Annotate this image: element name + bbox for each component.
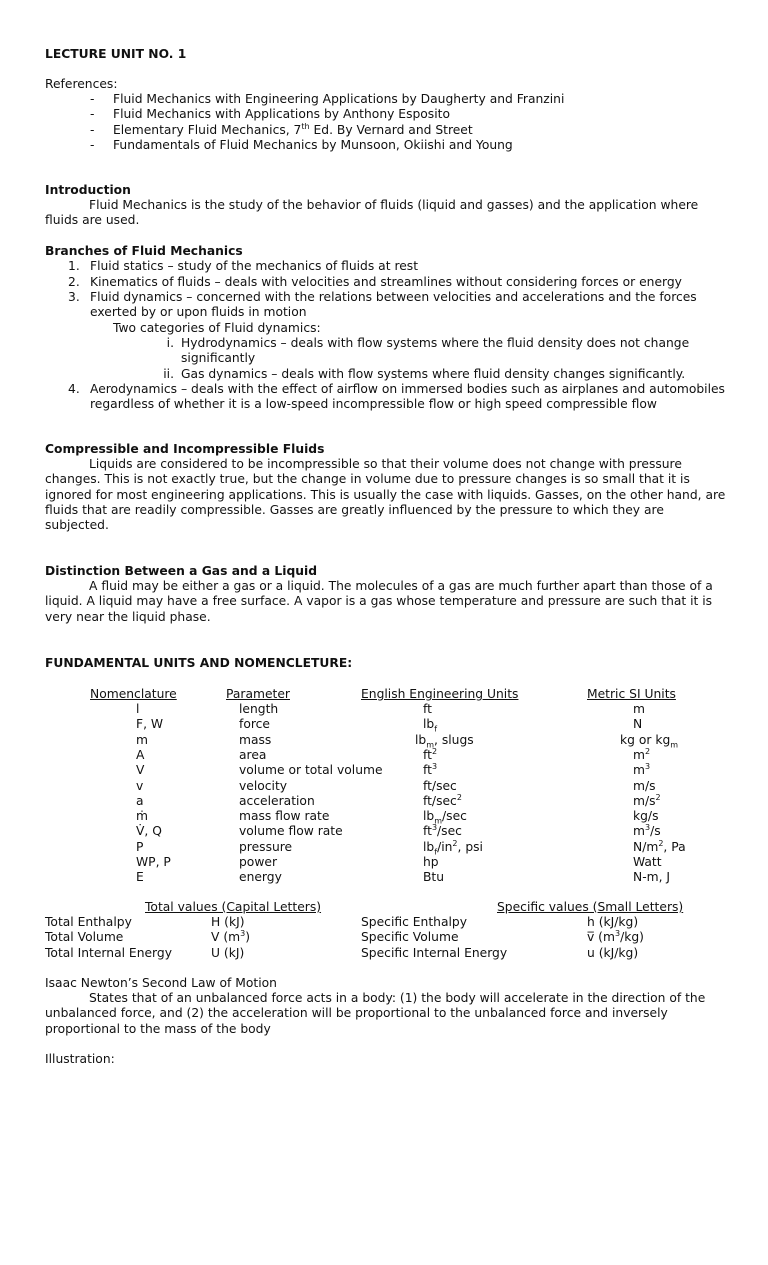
unit-english: ft/sec <box>423 778 457 793</box>
header-parameter: Parameter <box>226 687 290 701</box>
unit-english: $ft^2$ <box>423 746 438 762</box>
branch-number: 1. <box>68 259 80 273</box>
header-metric-units: Metric SI Units <box>587 687 676 701</box>
specific-value-name: Specific Enthalpy <box>361 915 467 929</box>
reference-dash: - <box>90 137 95 152</box>
sub-branch-number: i. <box>166 336 174 350</box>
sub-branch-number: ii. <box>163 366 174 381</box>
total-value-name: Total Internal Energy <box>45 945 172 960</box>
distinction-heading: Distinction Between a Gas and a Liquid <box>45 564 318 578</box>
introduction-heading: Introduction <box>45 183 131 197</box>
unit-parameter: energy <box>239 870 282 885</box>
unit-metric: $m^3/s$ <box>633 823 661 839</box>
branches-heading: Branches of Fluid Mechanics <box>45 244 243 258</box>
specific-value-name: Specific Volume <box>361 930 459 945</box>
reference-text: Fluid Mechanics with Engineering Applications by Daugherty and Franzini <box>113 92 565 106</box>
unit-parameter: length <box>239 702 279 716</box>
reference-dash: - <box>90 107 95 122</box>
unit-metric: kg or $kg_m$ <box>620 732 679 750</box>
specific-values-header: Specific values (Small Letters) <box>497 900 684 914</box>
unit-english: $lb_m$, slugs <box>415 732 474 750</box>
reference-item <box>113 123 473 138</box>
unit-parameter: pressure <box>239 839 293 854</box>
unit-nomenclature: F, W <box>136 717 164 732</box>
reference-item <box>113 92 564 107</box>
unit-metric: $m/s^2$ <box>633 792 661 808</box>
unit-metric: $m^3$ <box>633 762 651 778</box>
unit-english: $lb_f/in^2$, psi <box>423 838 483 857</box>
unit-parameter: power <box>239 855 278 869</box>
unit-nomenclature: v <box>136 778 144 793</box>
unit-parameter: mass flow rate <box>239 809 330 824</box>
branch-number: 4. <box>68 381 80 396</box>
unit-parameter: area <box>239 747 267 762</box>
unit-nomenclature: l <box>136 702 140 716</box>
unit-nomenclature: a <box>136 793 144 808</box>
unit-metric: $N/m^2$, Pa <box>633 838 686 854</box>
reference-item <box>113 138 513 153</box>
unit-nomenclature: A <box>136 747 145 762</box>
unit-parameter: force <box>239 717 270 732</box>
specific-value-symbol: u (kJ/kg) <box>587 945 639 960</box>
header-nomenclature: Nomenclature <box>90 687 177 701</box>
branch-number: 2. <box>68 274 80 289</box>
total-value-symbol: U (kJ) <box>211 945 245 960</box>
branch-text: Fluid statics – study of the mechanics of fluids at rest <box>90 259 419 273</box>
compressible-text: Liquids are considered to be incompressible so that their volume does not change with pressure changes. This is not exactly true, but the change in volume due to pressure changes is so small that it is ignored for most engineering applications. This is usually the case with liquids. Gasses, on the other hand, are fluids that are readily compressible. Gasses are greatly influenced by the pressure to which they are subjected. <box>45 457 726 533</box>
unit-parameter: velocity <box>239 778 288 793</box>
reference-item <box>113 107 450 122</box>
unit-english: $ft/\sec^2$ <box>423 792 462 808</box>
illustration-label: Illustration: <box>45 1052 115 1066</box>
reference-dash: - <box>90 92 95 106</box>
units-heading: FUNDAMENTAL UNITS AND NOMENCLETURE: <box>45 656 353 670</box>
distinction-text: A fluid may be either a gas or a liquid. The molecules of a gas are much further apart than those of a liquid. A liquid may have a free surface. A vapor is a gas whose temperature and pressure are such that it is very near the liquid phase. <box>45 579 713 624</box>
total-value-symbol: H (kJ) <box>211 915 245 929</box>
total-value-name: Total Enthalpy <box>45 915 132 929</box>
unit-parameter: volume or total volume <box>239 763 383 778</box>
unit-parameter: mass <box>239 732 272 747</box>
newton-text: States that of an unbalanced force acts in a body: (1) the body will accelerate in the direction of the unbalanced force, and (2) the acceleration will be proportional to the unbalanced force and inversely proportional to the mass of the body <box>45 991 706 1036</box>
sub-branch-text: Hydrodynamics – deals with flow systems where the fluid density does not change significantly <box>181 336 690 366</box>
sub-branch-text: Gas dynamics – deals with flow systems where fluid density changes significantly. <box>181 366 686 381</box>
introduction-text: Fluid Mechanics is the study of the behavior of fluids (liquid and gasses) and the application where fluids are used. <box>45 198 699 228</box>
references-label: References: <box>45 77 118 91</box>
unit-parameter: volume flow rate <box>239 824 343 839</box>
reference-text: Fluid Mechanics with Applications by Anthony Esposito <box>113 107 450 122</box>
unit-nomenclature: V <box>136 763 145 778</box>
branch-number: 3. <box>68 290 80 304</box>
branch-text: Kinematics of fluids – deals with velocities and streamlines without considering forces or energy <box>90 274 682 289</box>
unit-english: hp <box>423 855 439 869</box>
unit-nomenclature: ṁ <box>136 809 148 824</box>
unit-english: $ft^3/\sec$ <box>423 823 462 839</box>
total-value-symbol: V $(m^3)$ <box>211 929 251 945</box>
unit-english: $lb_m/\sec$ <box>423 809 467 826</box>
fluid-dynamics-categories: Two categories of Fluid dynamics: <box>113 320 321 335</box>
reference-text: Elementary Fluid Mechanics, 7 <box>113 122 302 137</box>
page-title: LECTURE UNIT NO. 1 <box>45 47 187 61</box>
newton-heading: Isaac Newton’s Second Law of Motion <box>45 976 277 990</box>
reference-dash: - <box>90 122 95 137</box>
header-english-units: English Engineering Units <box>361 687 519 701</box>
unit-english: $lb_f$ <box>423 717 438 734</box>
unit-english: ft <box>423 702 432 716</box>
specific-value-symbol: h (kJ/kg) <box>587 915 639 929</box>
reference-text: Fundamentals of Fluid Mechanics by Munsoon, Okiishi and Young <box>113 137 513 152</box>
unit-english: Btu <box>423 870 445 885</box>
unit-metric: Watt <box>633 855 662 869</box>
specific-value-name: Specific Internal Energy <box>361 945 508 960</box>
unit-metric: kg/s <box>633 809 659 824</box>
unit-nomenclature: m <box>136 732 148 747</box>
reference-text: Ed. By Vernard and Street <box>309 122 473 137</box>
unit-metric: N <box>633 717 643 732</box>
total-values-header: Total values (Capital Letters) <box>145 900 322 914</box>
unit-parameter: acceleration <box>239 793 315 808</box>
unit-metric: m/s <box>633 778 656 793</box>
branch-text: Fluid dynamics – concerned with the relations between velocities and accelerations and the forces exerted by or upon fluids in motion <box>90 290 697 320</box>
branch-text: Aerodynamics – deals with the effect of airflow on immersed bodies such as airplanes and automobiles regardless of whether it is a low-speed incompressible flow or high speed compressible flow <box>90 381 725 411</box>
total-value-name: Total Volume <box>45 930 124 945</box>
unit-nomenclature: V̇, Q <box>136 824 162 839</box>
unit-nomenclature: P <box>136 839 144 854</box>
compressible-heading: Compressible and Incompressible Fluids <box>45 442 325 456</box>
reference-sup: th <box>301 121 310 131</box>
unit-metric: m <box>633 702 645 716</box>
unit-english: $ft^3$ <box>423 762 438 778</box>
unit-metric: N-m, J <box>633 870 671 885</box>
specific-value-symbol: v̅ $(m^3/kg)$ <box>587 929 644 945</box>
unit-nomenclature: WP, P <box>136 855 171 869</box>
unit-nomenclature: E <box>136 870 144 885</box>
unit-metric: $m^2$ <box>633 746 651 762</box>
